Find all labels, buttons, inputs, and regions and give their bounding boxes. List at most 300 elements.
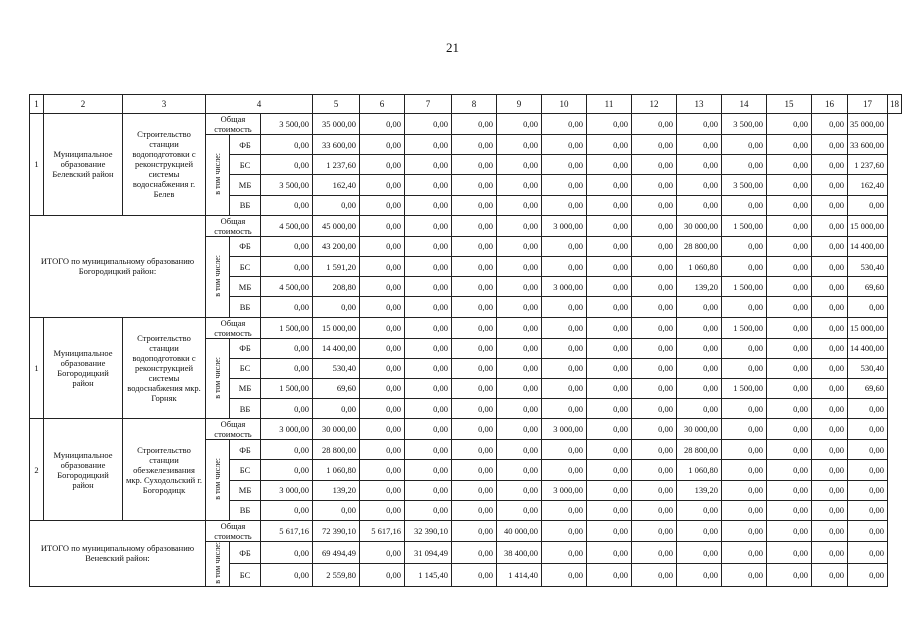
- value-cell: 0,00: [452, 500, 497, 520]
- value-cell: 0,00: [497, 215, 542, 236]
- value-cell: 0,00: [632, 297, 677, 317]
- value-cell: 0,00: [677, 135, 722, 155]
- header-cell: 7: [405, 95, 452, 114]
- value-cell: 0,00: [360, 317, 405, 338]
- header-cell: 13: [677, 95, 722, 114]
- value-cell: 0,00: [812, 256, 848, 276]
- value-cell: 0,00: [405, 236, 452, 256]
- value-cell: 0,00: [848, 440, 888, 460]
- value-cell: 0,00: [360, 114, 405, 135]
- value-cell: 0,00: [497, 338, 542, 358]
- value-cell: 0,00: [632, 460, 677, 480]
- project-cell: Строительство станции водоподготовки с реконструкцией системы водоснабжения г. Белев: [123, 114, 206, 216]
- value-cell: 0,00: [405, 114, 452, 135]
- value-cell: 0,00: [497, 236, 542, 256]
- value-cell: 0,00: [497, 317, 542, 338]
- value-cell: 0,00: [722, 460, 767, 480]
- value-cell: 0,00: [405, 317, 452, 338]
- value-cell: 1 060,80: [677, 256, 722, 276]
- value-cell: 0,00: [587, 399, 632, 419]
- value-cell: 2 559,80: [313, 564, 360, 586]
- value-cell: 0,00: [767, 440, 812, 460]
- value-cell: 0,00: [497, 480, 542, 500]
- value-cell: 0,00: [405, 440, 452, 460]
- value-cell: 0,00: [767, 521, 812, 542]
- value-cell: 33 600,00: [848, 135, 888, 155]
- value-cell: 0,00: [767, 480, 812, 500]
- value-cell: 30 000,00: [677, 215, 722, 236]
- source-label: БС: [230, 564, 261, 586]
- value-cell: 0,00: [497, 114, 542, 135]
- value-cell: 0,00: [587, 500, 632, 520]
- value-cell: 0,00: [587, 542, 632, 564]
- value-cell: 35 000,00: [313, 114, 360, 135]
- source-label: БС: [230, 460, 261, 480]
- value-cell: 0,00: [812, 542, 848, 564]
- value-cell: 0,00: [722, 480, 767, 500]
- value-cell: 0,00: [587, 378, 632, 398]
- value-cell: 5 617,16: [261, 521, 313, 542]
- value-cell: 0,00: [360, 399, 405, 419]
- value-cell: 0,00: [360, 419, 405, 440]
- source-label: МБ: [230, 175, 261, 195]
- value-cell: 0,00: [632, 419, 677, 440]
- value-cell: 0,00: [452, 114, 497, 135]
- value-cell: 0,00: [812, 277, 848, 297]
- value-cell: 0,00: [452, 480, 497, 500]
- value-cell: 0,00: [587, 460, 632, 480]
- value-cell: 0,00: [542, 460, 587, 480]
- row-number: 1: [30, 114, 44, 216]
- value-cell: 0,00: [542, 256, 587, 276]
- value-cell: 0,00: [632, 215, 677, 236]
- including-label: в том числе:: [213, 153, 222, 195]
- value-cell: 1 500,00: [722, 215, 767, 236]
- value-cell: 0,00: [767, 135, 812, 155]
- value-cell: 1 591,20: [313, 256, 360, 276]
- header-row: [30, 95, 902, 114]
- value-cell: 0,00: [261, 338, 313, 358]
- value-cell: 0,00: [452, 378, 497, 398]
- value-cell: 0,00: [812, 155, 848, 175]
- total-cost-row: [30, 215, 902, 236]
- source-label: ФБ: [230, 135, 261, 155]
- value-cell: 0,00: [313, 399, 360, 419]
- value-cell: 0,00: [632, 195, 677, 215]
- source-label: ВБ: [230, 297, 261, 317]
- value-cell: 0,00: [587, 338, 632, 358]
- header-cell: 18: [888, 95, 902, 114]
- value-cell: 0,00: [848, 399, 888, 419]
- value-cell: 0,00: [848, 542, 888, 564]
- value-cell: 0,00: [360, 277, 405, 297]
- header-cell: 2: [44, 95, 123, 114]
- value-cell: 0,00: [405, 256, 452, 276]
- value-cell: 3 500,00: [722, 114, 767, 135]
- value-cell: 0,00: [677, 195, 722, 215]
- value-cell: 0,00: [632, 236, 677, 256]
- value-cell: 162,40: [313, 175, 360, 195]
- value-cell: 4 500,00: [261, 215, 313, 236]
- value-cell: 0,00: [261, 195, 313, 215]
- value-cell: 0,00: [677, 378, 722, 398]
- value-cell: 0,00: [452, 542, 497, 564]
- value-cell: 0,00: [677, 155, 722, 175]
- value-cell: 0,00: [405, 297, 452, 317]
- value-cell: 0,00: [767, 338, 812, 358]
- value-cell: 0,00: [497, 440, 542, 460]
- value-cell: 0,00: [812, 378, 848, 398]
- value-cell: 0,00: [767, 256, 812, 276]
- including-label: в том числе:: [213, 254, 222, 297]
- value-cell: 0,00: [587, 480, 632, 500]
- value-cell: 0,00: [677, 317, 722, 338]
- source-label: МБ: [230, 277, 261, 297]
- value-cell: 45 000,00: [313, 215, 360, 236]
- value-cell: 0,00: [722, 542, 767, 564]
- value-cell: 0,00: [812, 399, 848, 419]
- value-cell: 0,00: [360, 236, 405, 256]
- total-label: ИТОГО по муниципальному образованию Богородицкий район:: [30, 215, 206, 317]
- value-cell: 0,00: [767, 277, 812, 297]
- source-label: БС: [230, 155, 261, 175]
- value-cell: 139,20: [677, 277, 722, 297]
- value-cell: 0,00: [812, 564, 848, 586]
- value-cell: 69,60: [848, 277, 888, 297]
- value-cell: 0,00: [677, 542, 722, 564]
- value-cell: 0,00: [632, 155, 677, 175]
- value-cell: 0,00: [497, 419, 542, 440]
- value-cell: 0,00: [261, 155, 313, 175]
- value-cell: 0,00: [405, 135, 452, 155]
- value-cell: 0,00: [261, 297, 313, 317]
- value-cell: 0,00: [452, 440, 497, 460]
- value-cell: 0,00: [542, 236, 587, 256]
- project-cell: Строительство станции обезжелезивания мкр. Суходольский г. Богородицк: [123, 419, 206, 521]
- value-cell: 1 500,00: [722, 378, 767, 398]
- value-cell: 14 400,00: [313, 338, 360, 358]
- value-cell: 1 237,60: [313, 155, 360, 175]
- value-cell: 1 500,00: [722, 317, 767, 338]
- value-cell: 3 500,00: [722, 175, 767, 195]
- value-cell: 0,00: [677, 297, 722, 317]
- value-cell: 0,00: [767, 195, 812, 215]
- total-cost-label: Общая стоимость: [206, 317, 261, 338]
- value-cell: 0,00: [587, 236, 632, 256]
- value-cell: 0,00: [677, 500, 722, 520]
- including-label: в том числе:: [213, 458, 222, 500]
- source-label: ВБ: [230, 399, 261, 419]
- value-cell: 0,00: [677, 114, 722, 135]
- value-cell: 162,40: [848, 175, 888, 195]
- value-cell: 0,00: [632, 317, 677, 338]
- total-cost-row: [30, 317, 902, 338]
- value-cell: 3 000,00: [542, 277, 587, 297]
- value-cell: 72 390,10: [313, 521, 360, 542]
- value-cell: 1 500,00: [261, 378, 313, 398]
- value-cell: 3 500,00: [261, 114, 313, 135]
- value-cell: 0,00: [497, 155, 542, 175]
- value-cell: 0,00: [542, 542, 587, 564]
- value-cell: 0,00: [542, 500, 587, 520]
- value-cell: 0,00: [405, 338, 452, 358]
- value-cell: 0,00: [587, 521, 632, 542]
- source-label: МБ: [230, 480, 261, 500]
- total-cost-row: [30, 419, 902, 440]
- value-cell: 0,00: [812, 440, 848, 460]
- value-cell: 40 000,00: [497, 521, 542, 542]
- value-cell: 0,00: [542, 378, 587, 398]
- value-cell: 0,00: [848, 419, 888, 440]
- value-cell: 0,00: [405, 500, 452, 520]
- value-cell: 0,00: [632, 338, 677, 358]
- value-cell: 0,00: [360, 440, 405, 460]
- value-cell: 0,00: [452, 297, 497, 317]
- value-cell: 0,00: [632, 114, 677, 135]
- value-cell: 0,00: [452, 419, 497, 440]
- header-cell: 11: [587, 95, 632, 114]
- row-number: 2: [30, 419, 44, 521]
- value-cell: 0,00: [452, 277, 497, 297]
- value-cell: 15 000,00: [313, 317, 360, 338]
- value-cell: 0,00: [587, 135, 632, 155]
- value-cell: 0,00: [812, 480, 848, 500]
- financing-table: [29, 94, 902, 587]
- header-cell: 16: [812, 95, 848, 114]
- value-cell: 0,00: [360, 175, 405, 195]
- value-cell: 3 000,00: [542, 215, 587, 236]
- value-cell: 0,00: [542, 564, 587, 586]
- value-cell: 0,00: [722, 440, 767, 460]
- value-cell: 28 800,00: [677, 236, 722, 256]
- value-cell: 530,40: [313, 358, 360, 378]
- value-cell: 530,40: [848, 256, 888, 276]
- value-cell: 0,00: [632, 256, 677, 276]
- value-cell: 0,00: [677, 175, 722, 195]
- value-cell: 0,00: [542, 175, 587, 195]
- value-cell: 0,00: [767, 317, 812, 338]
- value-cell: 0,00: [261, 135, 313, 155]
- value-cell: 0,00: [497, 277, 542, 297]
- value-cell: 0,00: [767, 155, 812, 175]
- value-cell: 0,00: [722, 358, 767, 378]
- value-cell: 0,00: [587, 195, 632, 215]
- value-cell: 3 000,00: [261, 480, 313, 500]
- including-label: в том числе:: [213, 542, 222, 584]
- value-cell: 0,00: [587, 256, 632, 276]
- value-cell: 0,00: [812, 460, 848, 480]
- value-cell: 30 000,00: [313, 419, 360, 440]
- source-label: ВБ: [230, 195, 261, 215]
- value-cell: 0,00: [261, 500, 313, 520]
- source-label: ВБ: [230, 500, 261, 520]
- value-cell: 0,00: [542, 399, 587, 419]
- total-cost-label: Общая стоимость: [206, 114, 261, 135]
- value-cell: 0,00: [261, 236, 313, 256]
- value-cell: 0,00: [360, 155, 405, 175]
- value-cell: 0,00: [261, 564, 313, 586]
- value-cell: 0,00: [767, 542, 812, 564]
- value-cell: 0,00: [261, 440, 313, 460]
- value-cell: 0,00: [722, 297, 767, 317]
- value-cell: 0,00: [587, 564, 632, 586]
- value-cell: 1 237,60: [848, 155, 888, 175]
- value-cell: 0,00: [452, 236, 497, 256]
- value-cell: 3 500,00: [261, 175, 313, 195]
- value-cell: 0,00: [722, 500, 767, 520]
- value-cell: 0,00: [812, 317, 848, 338]
- value-cell: 0,00: [587, 215, 632, 236]
- value-cell: 0,00: [848, 195, 888, 215]
- header-cell: 10: [542, 95, 587, 114]
- value-cell: 208,80: [313, 277, 360, 297]
- including-label-cell: [206, 440, 230, 521]
- value-cell: 0,00: [767, 460, 812, 480]
- value-cell: 0,00: [452, 215, 497, 236]
- header-cell: 4: [206, 95, 313, 114]
- value-cell: 0,00: [405, 480, 452, 500]
- value-cell: 0,00: [632, 542, 677, 564]
- value-cell: 139,20: [677, 480, 722, 500]
- value-cell: 0,00: [722, 399, 767, 419]
- value-cell: 0,00: [542, 135, 587, 155]
- value-cell: 0,00: [452, 317, 497, 338]
- value-cell: 0,00: [632, 399, 677, 419]
- value-cell: 0,00: [542, 358, 587, 378]
- header-cell: 14: [722, 95, 767, 114]
- value-cell: 0,00: [405, 277, 452, 297]
- value-cell: 0,00: [812, 521, 848, 542]
- value-cell: 15 000,00: [848, 215, 888, 236]
- source-label: МБ: [230, 378, 261, 398]
- value-cell: 0,00: [767, 297, 812, 317]
- value-cell: 38 400,00: [497, 542, 542, 564]
- value-cell: 0,00: [452, 175, 497, 195]
- value-cell: 5 617,16: [360, 521, 405, 542]
- value-cell: 0,00: [767, 215, 812, 236]
- value-cell: 0,00: [261, 256, 313, 276]
- value-cell: 0,00: [360, 542, 405, 564]
- value-cell: 0,00: [405, 399, 452, 419]
- header-cell: 8: [452, 95, 497, 114]
- value-cell: 0,00: [405, 195, 452, 215]
- value-cell: 3 000,00: [542, 480, 587, 500]
- value-cell: 0,00: [767, 114, 812, 135]
- municipality-cell: Муниципальное образование Богородицкий район: [44, 317, 123, 419]
- source-label: ФБ: [230, 236, 261, 256]
- value-cell: 0,00: [722, 155, 767, 175]
- value-cell: 0,00: [360, 500, 405, 520]
- value-cell: 69 494,49: [313, 542, 360, 564]
- header-cell: 3: [123, 95, 206, 114]
- value-cell: 0,00: [812, 135, 848, 155]
- value-cell: 0,00: [722, 195, 767, 215]
- value-cell: 0,00: [677, 521, 722, 542]
- value-cell: 0,00: [848, 480, 888, 500]
- total-cost-label: Общая стоимость: [206, 419, 261, 440]
- total-label: ИТОГО по муниципальному образованию Веневский район:: [30, 521, 206, 587]
- municipality-cell: Муниципальное образование Белевский район: [44, 114, 123, 216]
- value-cell: 0,00: [405, 358, 452, 378]
- page-number: 21: [446, 40, 459, 55]
- value-cell: 0,00: [767, 399, 812, 419]
- value-cell: 0,00: [542, 317, 587, 338]
- value-cell: 0,00: [632, 175, 677, 195]
- value-cell: 0,00: [812, 114, 848, 135]
- header-cell: 12: [632, 95, 677, 114]
- value-cell: 0,00: [261, 358, 313, 378]
- value-cell: 1 414,40: [497, 564, 542, 586]
- value-cell: 0,00: [313, 195, 360, 215]
- value-cell: 0,00: [677, 358, 722, 378]
- value-cell: 0,00: [587, 440, 632, 460]
- value-cell: 0,00: [452, 256, 497, 276]
- including-label-cell: [206, 542, 230, 587]
- value-cell: 0,00: [722, 564, 767, 586]
- value-cell: 0,00: [632, 277, 677, 297]
- value-cell: 0,00: [452, 195, 497, 215]
- value-cell: 530,40: [848, 358, 888, 378]
- value-cell: 0,00: [767, 236, 812, 256]
- value-cell: 0,00: [812, 358, 848, 378]
- value-cell: 0,00: [677, 399, 722, 419]
- value-cell: 0,00: [812, 236, 848, 256]
- value-cell: 0,00: [452, 399, 497, 419]
- value-cell: 0,00: [405, 419, 452, 440]
- value-cell: 0,00: [497, 358, 542, 378]
- value-cell: 0,00: [587, 277, 632, 297]
- value-cell: 0,00: [542, 195, 587, 215]
- value-cell: 0,00: [848, 500, 888, 520]
- value-cell: 0,00: [677, 564, 722, 586]
- value-cell: 0,00: [497, 256, 542, 276]
- value-cell: 0,00: [722, 256, 767, 276]
- value-cell: 0,00: [848, 460, 888, 480]
- value-cell: 0,00: [452, 358, 497, 378]
- value-cell: 0,00: [452, 521, 497, 542]
- value-cell: 3 000,00: [261, 419, 313, 440]
- value-cell: 33 600,00: [313, 135, 360, 155]
- value-cell: 0,00: [722, 521, 767, 542]
- value-cell: 0,00: [767, 358, 812, 378]
- value-cell: 0,00: [405, 215, 452, 236]
- value-cell: 0,00: [767, 175, 812, 195]
- value-cell: 14 400,00: [848, 338, 888, 358]
- value-cell: 0,00: [360, 378, 405, 398]
- value-cell: 32 390,10: [405, 521, 452, 542]
- value-cell: 0,00: [497, 135, 542, 155]
- value-cell: 0,00: [360, 297, 405, 317]
- value-cell: 0,00: [587, 155, 632, 175]
- value-cell: 0,00: [405, 175, 452, 195]
- value-cell: 31 094,49: [405, 542, 452, 564]
- project-cell: Строительство станции водоподготовки с реконструкцией системы водоснабжения мкр. Горняк: [123, 317, 206, 419]
- value-cell: 0,00: [632, 564, 677, 586]
- header-cell: 5: [313, 95, 360, 114]
- value-cell: 0,00: [812, 175, 848, 195]
- value-cell: 0,00: [587, 317, 632, 338]
- value-cell: 1 500,00: [722, 277, 767, 297]
- row-number: 1: [30, 317, 44, 419]
- value-cell: 0,00: [405, 155, 452, 175]
- value-cell: 0,00: [812, 419, 848, 440]
- value-cell: 0,00: [812, 297, 848, 317]
- source-label: ФБ: [230, 542, 261, 564]
- source-label: БС: [230, 358, 261, 378]
- value-cell: 0,00: [587, 114, 632, 135]
- total-cost-label: Общая стоимость: [206, 215, 261, 236]
- value-cell: 69,60: [848, 378, 888, 398]
